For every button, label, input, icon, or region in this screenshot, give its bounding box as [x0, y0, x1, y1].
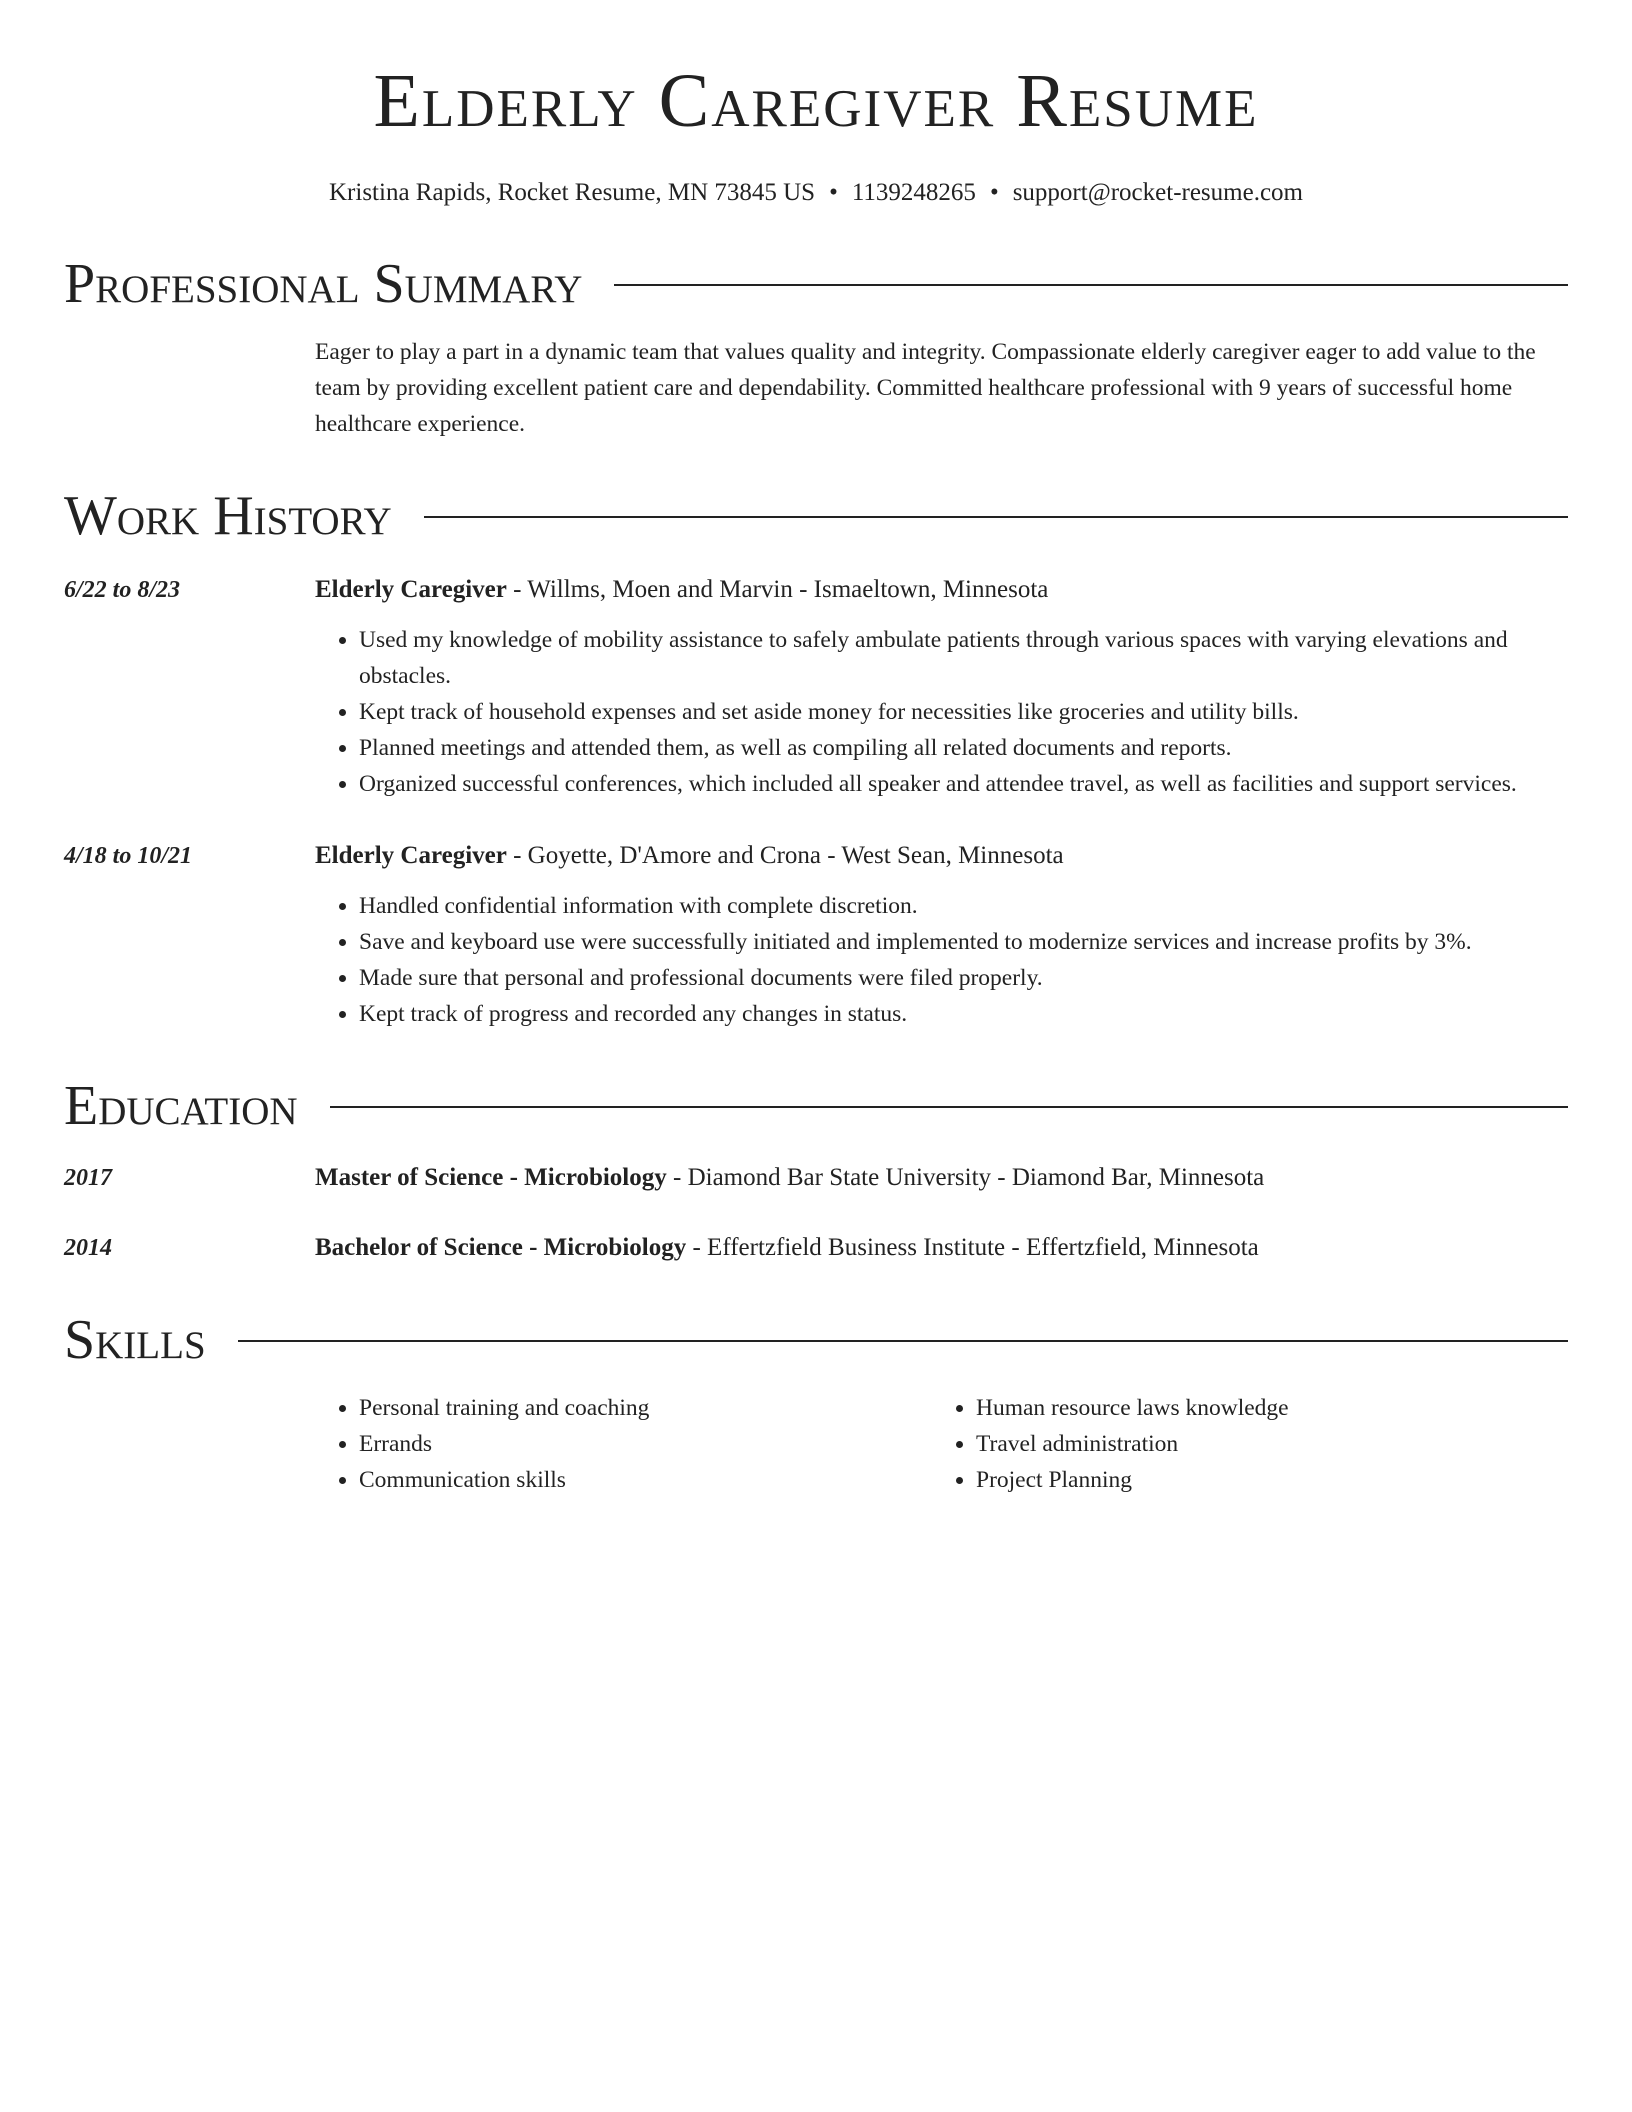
- work-title-line: [315, 838, 1568, 874]
- work-role: Elderly Caregiver: [315, 842, 507, 869]
- work-bullet: • Kept track of progress and recorded any changes in status.: [359, 996, 1568, 1032]
- contact-separator: •: [829, 179, 838, 206]
- skill-item: • Human resource laws knowledge: [976, 1390, 1549, 1426]
- education-line: [315, 1230, 1568, 1266]
- work-dates: 4/18 to 10/21: [64, 843, 193, 869]
- skill-item: • Personal training and coaching: [359, 1390, 932, 1426]
- work-entry: [64, 572, 1568, 802]
- contact-email: support@rocket-resume.com: [1012, 179, 1303, 206]
- section-divider: [614, 284, 1568, 286]
- education-entry: [64, 1160, 1568, 1196]
- work-bullets: [315, 622, 1568, 802]
- section-divider: [330, 1106, 1568, 1108]
- skill-item: • Communication skills: [359, 1462, 932, 1498]
- work-bullet: • Used my knowledge of mobility assistance to safely ambulate patients through various spaces with varying elevations and obstacles.: [359, 622, 1568, 694]
- work-bullet: • Planned meetings and attended them, as well as compiling all related documents and reports.: [359, 730, 1568, 766]
- education-line: [315, 1160, 1568, 1196]
- work-section-title: Work History: [64, 485, 392, 547]
- summary-text: Eager to play a part in a dynamic team that values quality and integrity. Compassionate elderly caregiver eager to add value to the team by providing excellent patient care and dependability. Committed healthcare professional with 9 years of successful home healthcare experience.: [315, 339, 1536, 437]
- skills-list: [315, 1390, 1568, 1498]
- education-school: - Effertzfield Business Institute - Effertzfield, Minnesota: [686, 1234, 1259, 1261]
- education-section-title: Education: [64, 1075, 298, 1137]
- work-dates: 6/22 to 8/23: [64, 577, 181, 603]
- skill-item: • Errands: [359, 1426, 932, 1462]
- education-entry: [64, 1230, 1568, 1266]
- work-bullet: • Made sure that personal and professional documents were filed properly.: [359, 960, 1568, 996]
- skill-item: • Project Planning: [976, 1462, 1549, 1498]
- section-divider: [238, 1340, 1568, 1342]
- summary-section-header: [64, 252, 1568, 316]
- work-employer: - Goyette, D'Amore and Crona - West Sean, Minnesota: [506, 842, 1064, 869]
- education-degree: Master of Science - Microbiology: [315, 1164, 667, 1191]
- education-section-header: [64, 1074, 1568, 1138]
- work-bullet: • Save and keyboard use were successfully initiated and implemented to modernize services and increase profits by 3%.: [359, 924, 1568, 960]
- education-year: 2014: [64, 1235, 112, 1261]
- section-divider: [424, 516, 1568, 518]
- work-section-header: [64, 484, 1568, 548]
- education-year: 2017: [64, 1165, 112, 1191]
- skills-section-header: [64, 1308, 1568, 1372]
- skills-column-right: [932, 1390, 1549, 1498]
- resume-title: Elderly Caregiver Resume: [373, 59, 1259, 143]
- work-bullets: [315, 888, 1568, 1032]
- contact-address: Kristina Rapids, Rocket Resume, MN 73845 US: [329, 179, 816, 206]
- education-school: - Diamond Bar State University - Diamond Bar, Minnesota: [666, 1164, 1265, 1191]
- education-degree: Bachelor of Science - Microbiology: [315, 1234, 687, 1261]
- work-bullet: • Kept track of household expenses and set aside money for necessities like groceries and utility bills.: [359, 694, 1568, 730]
- work-bullet: • Handled confidential information with complete discretion.: [359, 888, 1568, 924]
- work-role: Elderly Caregiver: [315, 576, 507, 603]
- work-entry: [64, 838, 1568, 1032]
- work-employer: - Willms, Moen and Marvin - Ismaeltown, Minnesota: [506, 576, 1049, 603]
- work-title-line: [315, 572, 1568, 608]
- skills-section-title: Skills: [64, 1309, 206, 1371]
- skills-column-left: [315, 1390, 932, 1498]
- summary-section-title: Professional Summary: [64, 253, 583, 315]
- skill-item: • Travel administration: [976, 1426, 1549, 1462]
- work-bullet: • Organized successful conferences, which included all speaker and attendee travel, as well as facilities and support services.: [359, 766, 1568, 802]
- work-entry-body: [315, 572, 1568, 802]
- contact-separator: •: [989, 179, 999, 206]
- work-entry-body: [315, 838, 1568, 1032]
- contact-line: [64, 176, 1568, 210]
- contact-phone: 1139248265: [851, 179, 976, 206]
